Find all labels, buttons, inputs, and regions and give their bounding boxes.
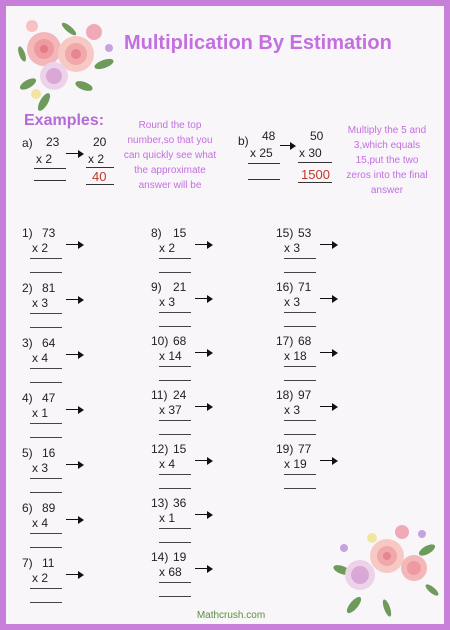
problem-multiplier: x 3 xyxy=(284,241,301,255)
problem-multiplier: x 2 xyxy=(159,241,176,255)
example-b-label: b) xyxy=(238,134,249,148)
example-a-est-top: 20 xyxy=(93,135,107,149)
problem-top-number: 16 xyxy=(42,446,56,460)
problem-item xyxy=(276,280,386,332)
problem-multiplier: x 14 xyxy=(159,349,182,363)
problem-item xyxy=(151,550,261,602)
problem-number: 6) xyxy=(22,501,33,515)
problem-multiplier: x 2 xyxy=(32,241,49,255)
answer-line xyxy=(284,380,316,381)
arrow-right-icon xyxy=(195,510,211,520)
example-a-line-1 xyxy=(34,168,66,169)
example-a-answer-line xyxy=(86,184,114,185)
example-b-line-2 xyxy=(248,179,280,180)
answer-line xyxy=(159,528,191,529)
example-a-est-bottom: x 2 xyxy=(88,152,105,166)
problem-number: 15) xyxy=(276,226,294,240)
problem-item xyxy=(151,496,261,548)
arrow-right-icon xyxy=(66,240,82,250)
arrow-right-icon xyxy=(66,295,82,305)
rose-bouquet-icon xyxy=(14,14,124,114)
answer-line xyxy=(159,312,191,313)
problem-top-number: 64 xyxy=(42,336,56,350)
problem-top-number: 47 xyxy=(42,391,56,405)
problem-item xyxy=(151,226,261,278)
arrow-right-icon xyxy=(66,460,82,470)
example-b-top: 48 xyxy=(262,129,276,143)
answer-line xyxy=(284,312,316,313)
problem-number: 17) xyxy=(276,334,294,348)
problem-number: 5) xyxy=(22,446,33,460)
rose-bouquet-icon xyxy=(332,520,442,620)
problem-multiplier: x 19 xyxy=(284,457,307,471)
answer-line xyxy=(30,588,62,589)
problem-top-number: 15 xyxy=(173,226,187,240)
problem-item xyxy=(22,336,132,388)
arrow-right-icon xyxy=(66,515,82,525)
example-a-note: Round the top number,so that you can quickly see what the approximate answer will be xyxy=(123,120,217,191)
example-b-est-line xyxy=(298,162,332,163)
problem-multiplier: x 1 xyxy=(159,511,176,525)
problem-top-number: 71 xyxy=(298,280,312,294)
problem-number: 19) xyxy=(276,442,294,456)
examples-heading: Examples: xyxy=(24,112,105,129)
answer-line xyxy=(159,474,191,475)
example-b-note: Multiply the 5 and 3,which equals 15,put the two zeros into the final answer xyxy=(346,125,428,196)
example-a-est-line xyxy=(86,167,114,168)
problem-item xyxy=(22,446,132,498)
example-b-answer: 1500 xyxy=(301,167,330,182)
problem-number: 11) xyxy=(151,388,168,402)
example-a-top: 23 xyxy=(46,135,60,149)
arrow-right-icon xyxy=(195,240,211,250)
problem-top-number: 97 xyxy=(298,388,312,402)
answer-line xyxy=(30,327,62,328)
example-a-line-2 xyxy=(34,180,66,181)
problem-multiplier: x 1 xyxy=(32,406,49,420)
problem-number: 16) xyxy=(276,280,294,294)
problem-multiplier: x 4 xyxy=(159,457,176,471)
answer-line xyxy=(159,582,191,583)
problem-number: 2) xyxy=(22,281,33,295)
answer-line xyxy=(30,258,62,259)
answer-line xyxy=(159,420,191,421)
problem-top-number: 53 xyxy=(298,226,312,240)
example-b-answer-line xyxy=(298,182,332,183)
problem-item xyxy=(151,442,261,494)
arrow-right-icon xyxy=(195,456,211,466)
problem-multiplier: x 3 xyxy=(284,295,301,309)
problem-item xyxy=(276,388,386,440)
problem-top-number: 73 xyxy=(42,226,56,240)
answer-line xyxy=(284,326,316,327)
page-title: Multiplication By Estimation xyxy=(124,32,392,54)
problem-item xyxy=(22,281,132,333)
answer-line xyxy=(159,488,191,489)
example-a-answer: 40 xyxy=(92,169,107,184)
problem-item xyxy=(151,388,261,440)
answer-line xyxy=(284,420,316,421)
problem-item xyxy=(276,334,386,386)
answer-line xyxy=(284,272,316,273)
problem-item xyxy=(22,501,132,553)
problem-top-number: 68 xyxy=(173,334,187,348)
problem-multiplier: x 2 xyxy=(32,571,49,585)
arrow-right-icon xyxy=(195,294,211,304)
arrow-right-icon xyxy=(320,402,336,412)
problem-number: 18) xyxy=(276,388,294,402)
problem-top-number: 11 xyxy=(42,556,55,570)
problem-item xyxy=(276,226,386,278)
arrow-right-icon xyxy=(320,456,336,466)
example-a-label: a) xyxy=(22,136,33,150)
answer-line xyxy=(159,434,191,435)
answer-line xyxy=(30,382,62,383)
problem-item xyxy=(22,391,132,443)
example-b-bottom: x 25 xyxy=(250,146,273,160)
answer-line xyxy=(30,437,62,438)
problem-number: 13) xyxy=(151,496,169,510)
example-b-est-top: 50 xyxy=(310,129,324,143)
problem-multiplier: x 68 xyxy=(159,565,182,579)
answer-line xyxy=(284,488,316,489)
answer-line xyxy=(30,492,62,493)
problem-multiplier: x 18 xyxy=(284,349,307,363)
problem-number: 7) xyxy=(22,556,33,570)
example-a-bottom: x 2 xyxy=(36,152,53,166)
example-a-arrow-icon xyxy=(66,149,82,159)
answer-line xyxy=(30,478,62,479)
problem-top-number: 15 xyxy=(173,442,187,456)
problem-top-number: 24 xyxy=(173,388,187,402)
problem-multiplier: x 3 xyxy=(159,295,176,309)
footer-site-name: Mathcrush.com xyxy=(196,610,266,621)
problem-number: 12) xyxy=(151,442,169,456)
problem-multiplier: x 4 xyxy=(32,516,49,530)
problem-multiplier: x 3 xyxy=(284,403,301,417)
answer-line xyxy=(159,596,191,597)
problem-item xyxy=(276,442,386,494)
answer-line xyxy=(159,326,191,327)
problem-multiplier: x 3 xyxy=(32,461,49,475)
arrow-right-icon xyxy=(320,348,336,358)
problem-top-number: 81 xyxy=(42,281,56,295)
answer-line xyxy=(159,258,191,259)
problem-number: 9) xyxy=(151,280,162,294)
problem-item xyxy=(22,556,132,608)
arrow-right-icon xyxy=(195,402,211,412)
example-b-line-1 xyxy=(248,163,280,164)
problem-item xyxy=(151,280,261,332)
answer-line xyxy=(30,368,62,369)
example-b-arrow-icon xyxy=(280,141,294,151)
arrow-right-icon xyxy=(320,240,336,250)
answer-line xyxy=(30,533,62,534)
problem-number: 14) xyxy=(151,550,169,564)
arrow-right-icon xyxy=(195,348,211,358)
answer-line xyxy=(30,272,62,273)
arrow-right-icon xyxy=(66,570,82,580)
example-b-est-bottom: x 30 xyxy=(299,146,322,160)
answer-line xyxy=(284,366,316,367)
problem-number: 10) xyxy=(151,334,169,348)
arrow-right-icon xyxy=(320,294,336,304)
problem-top-number: 68 xyxy=(298,334,312,348)
problem-item xyxy=(22,226,132,278)
problem-multiplier: x 37 xyxy=(159,403,182,417)
problem-number: 3) xyxy=(22,336,33,350)
problem-number: 4) xyxy=(22,391,33,405)
answer-line xyxy=(284,434,316,435)
answer-line xyxy=(284,474,316,475)
problem-top-number: 19 xyxy=(173,550,187,564)
problem-top-number: 89 xyxy=(42,501,56,515)
answer-line xyxy=(30,313,62,314)
arrow-right-icon xyxy=(66,405,82,415)
answer-line xyxy=(284,258,316,259)
answer-line xyxy=(159,542,191,543)
answer-line xyxy=(30,423,62,424)
arrow-right-icon xyxy=(195,564,211,574)
problem-multiplier: x 3 xyxy=(32,296,49,310)
answer-line xyxy=(30,602,62,603)
problem-item xyxy=(151,334,261,386)
answer-line xyxy=(159,272,191,273)
arrow-right-icon xyxy=(66,350,82,360)
problem-top-number: 21 xyxy=(173,280,187,294)
answer-line xyxy=(30,547,62,548)
problem-number: 8) xyxy=(151,226,162,240)
answer-line xyxy=(159,366,191,367)
problem-top-number: 77 xyxy=(298,442,312,456)
problem-multiplier: x 4 xyxy=(32,351,49,365)
answer-line xyxy=(159,380,191,381)
problem-top-number: 36 xyxy=(173,496,187,510)
problem-number: 1) xyxy=(22,226,33,240)
